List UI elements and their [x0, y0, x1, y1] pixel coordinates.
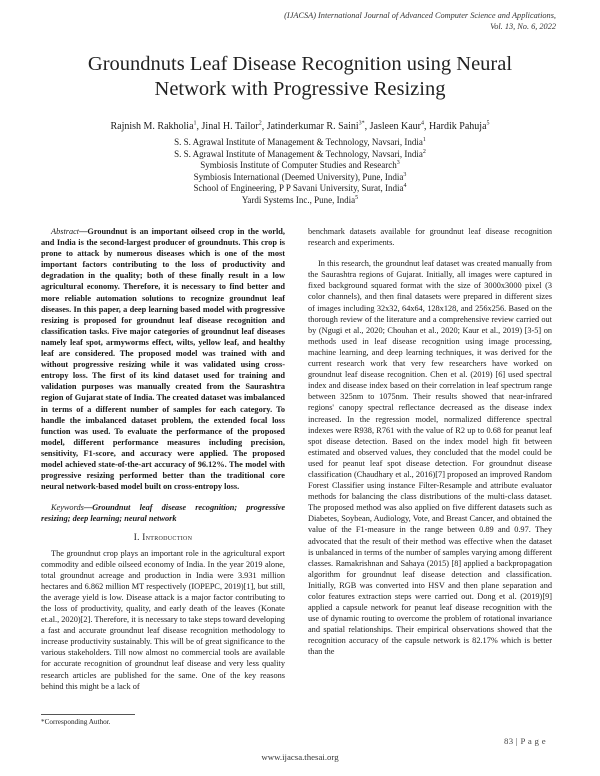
right-paragraph-continued: benchmark datasets available for groundnut leaf disease recognition research and experiments. — [308, 227, 552, 248]
abstract — [41, 226, 285, 492]
affiliation: Symbiosis International (Deemed University), Pune, India$^3$ — [193, 171, 407, 182]
right-paragraph-research: In this research, the groundnut leaf dataset was created manually from the Saurashtra regions of Gujarat. Initially, all images were captured in fixed background squared format with the size of 3000x3000 pixel (3 color channels), and then final datasets were prepared in different sizes of images including 32x32, 64x64, 128x128, and 256x256. Based on the thorough review of the literature and a comprehensive review carried out by (Ngugi et al., 2020; Chouhan et al., 2020; Kaur et al., 2019) [3-5] on methods used in leaf disease recognition using image processing, machine learning, and deep learning techniques, it was derived for the current research work that very few researchers have worked on groundnut leaf disease recognition. Chen et al. (2019) [6] used spectral index and disease index based on their correlation in leaf spectrum range between 325nm to 1075nm. Their results showed that near-infrared regions' canopy spectral reflectance decreased as the disease index increased. In the regression model, normalized difference spectral indexes were R938, R761 with the value of R2 up to 0.68 for peanut leaf spot disease detection. Based on the index model high fit between estimated and observed values, they concluded that the model could be used for peanut leaf spot disease detection. For groundnut disease classification (Chaudhary et al., 2016)[7] proposed an improved Random Forest Classifier using instance Filter-Resample and attribute evaluator methods for balancing the class distributions of the multi-class dataset. The proposed method was also applied on five different datasets such as Diabetes, Soybean, Audiology, Vote, and Breast Cancer, and obtained the value of the F1-measure in the range between 0.89 and 0.97. They advocated that the result of their method was effective when the dataset is unbalanced in terms of the number of samples varying among different classes. Ramakrishnan and Sahaya (2015) [8] applied a backpropagation algorithm for groundnut leaf disease detection and classification. Initially, RGB was converted into HSV and then plane separation and color features extraction steps were carried out. Dong et al. (2019)[9] applied a capsule network for peanut leaf disease recognition with the use of dynamic routing to overcome the problem of rotational invariance and spatial relationships. Their empirical observations showed that the recognition accuracy of the capsule network is 82.17% which is better than the — [308, 259, 552, 657]
paper-title — [40, 52, 560, 102]
affiliation-list — [40, 137, 560, 207]
author-1-sup: 1 — [193, 120, 197, 127]
affiliation: School of Engineering, P P Savani University, Surat, India$^4$ — [193, 183, 407, 194]
section-heading-introduction: I. Introduction — [133, 532, 193, 543]
intro-paragraph: The groundnut crop plays an important role in the agricultural export commodity and edible oilseed economy of India. In the year 2019 alone, total groundnut acreage and production in India were 3.931 million hectares and 6.862 million MT respectively (IOPEPC, 2019)[1], but still, the average yield is low. Disease attack is a major factor contributing to the loss of productivity, quality, and early death of the leaves (Konate et.al., 2020)[2]. Therefore, it is necessary to take steps toward developing a fast and accurate groundnut leaf disease recognition methodology to increase productivity sustainably. This will be of great significance to the various stakeholders. Till now almost no commercial tools are available for accurate recognition of groundnut leaf disease and very less quality research articles are published for the same. One of the key reasons behind this might be a lack of — [41, 548, 285, 691]
journal-volume: Vol. 13, No. 6, 2022 — [490, 22, 556, 31]
footnote: *Corresponding Author. — [41, 718, 111, 726]
author-3-sup: 3* — [358, 120, 365, 127]
left-column — [41, 226, 285, 692]
affiliation: S. S. Agrawal Institute of Management & Technology, Navsari, India$^2$ — [174, 148, 426, 159]
author-1: Rajnish M. Rakholia — [110, 121, 194, 132]
journal-header — [196, 10, 556, 32]
footnote-rule — [41, 714, 135, 715]
keywords — [41, 502, 285, 524]
keywords-text: —Groundnut leaf disease recognition; progressive resizing; deep learning; neural network — [41, 503, 285, 524]
author-2: Jinal H. Tailor — [201, 121, 259, 132]
affiliation: Symbiosis Institute of Computer Studies and Research$^3$ — [200, 160, 400, 171]
keywords-lead: Keywords — [51, 503, 84, 513]
author-list: Rajnish M. Rakholia$^1$, Jinal H. Tailor$^2$, Jatinderkumar R. Saini$^{3*}$, Jasleen Kaur$^4$, Hardik Pahuja$^5$ — [110, 120, 490, 132]
title-line-1: Groundnuts Leaf Disease Recognition using Neural — [87, 53, 513, 75]
journal-name: (IJACSA) International Journal of Advanced Computer Science and Applications, — [284, 11, 556, 20]
author-5: Hardik Pahuja — [429, 121, 487, 132]
author-5-sup: 5 — [486, 120, 490, 127]
abstract-text: —Groundnut is an important oilseed crop in the world, and India is the second-largest producer of groundnuts. This crop is prone to attack by numerous diseases which is one of the most important factors contributing to the loss of productivity and degradation in the quality; both of these finally result in a low agricultural economy. Therefore, it is necessary to find better and more reliable automation solutions to recognize groundnut leaf diseases. In this paper, a deep learning based model with progressive resizing is proposed for groundnut leaf disease recognition and classification tasks. Five major categories of groundnut leaf diseases namely leaf spot, armyworms effect, wilts, yellow leaf, and healthy leaf are considered. The proposed model was trained with and without progressive resizing while it was validated using cross-entropy loss. The first of its kind dataset used for training and validation purposes was manually created from the Saurashtra region of Gujarat state of India. The created dataset was imbalanced in terms of a different number of samples for each category. To handle the imbalanced dataset problem, the extended focal loss function was used. To evaluate the performance of the proposed model, different performance measures including precision, sensitivity, F1-score, and accuracy were applied. The proposed model achieved state-of-the-art accuracy of 96.12%. The model with progressive resizing performed better than the traditional core neural network-based model built on cross-entropy loss. — [41, 227, 285, 492]
title-line-2: Network with Progressive Resizing — [154, 78, 446, 100]
affiliation: S. S. Agrawal Institute of Management & Technology, Navsari, India$^1$ — [174, 137, 426, 147]
author-4-sup: 4 — [421, 120, 425, 127]
abstract-lead: Abstract — [51, 227, 80, 236]
author-2-sup: 2 — [258, 120, 262, 127]
author-3: Jatinderkumar R. Saini — [266, 121, 359, 132]
journal-url: www.ijacsa.thesai.org — [261, 752, 339, 762]
page-number: 83 | P a g e — [504, 736, 546, 746]
right-column — [308, 226, 552, 658]
affiliation: Yardi Systems Inc., Pune, India$^5$ — [241, 194, 359, 205]
author-4: Jasleen Kaur — [369, 121, 422, 132]
